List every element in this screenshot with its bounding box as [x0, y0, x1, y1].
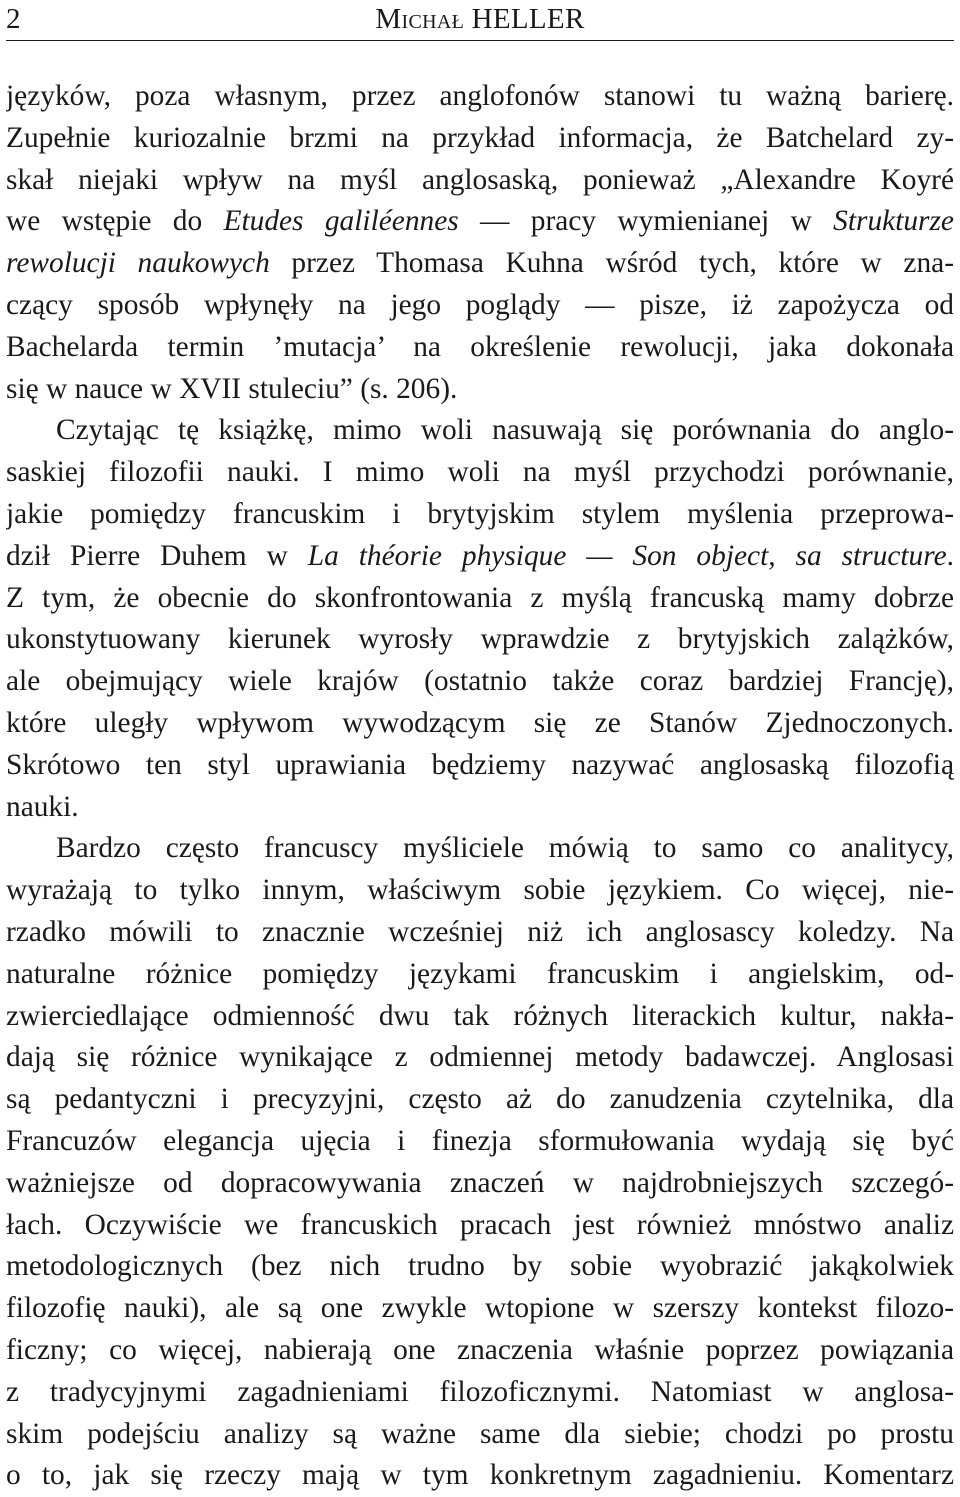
text-segment: nauki. [6, 790, 79, 823]
text-line [6, 118, 954, 160]
text-segment: we wstępie do [6, 205, 224, 238]
text-line [6, 76, 954, 118]
text-line [6, 661, 954, 703]
text-segment: jakie pomiędzy francuskim i brytyjskim stylem myślenia przeprowa- [6, 497, 954, 530]
text-segment: ficzny; co więcej, nabierają one znaczenia właśnie poprzez powiązania [6, 1333, 954, 1366]
text-line [6, 787, 954, 829]
text-line [6, 1372, 954, 1414]
text-line [6, 1079, 954, 1121]
text-line [6, 285, 954, 327]
text-line [6, 452, 954, 494]
text-segment: przez Thomasa Kuhna wśród tych, które w zna- [269, 247, 954, 280]
text-segment: języków, poza własnym, przez anglofonów stanowi tu ważną barierę. [6, 80, 954, 112]
text-line [6, 243, 954, 285]
text-segment: łach. Oczywiście we francuskich pracach jest również mnóstwo analiz [6, 1208, 954, 1241]
text-line [6, 369, 954, 411]
text-line [6, 828, 954, 870]
text-segment: dają się różnice wynikające z odmiennej metody badawczej. Anglosasi [6, 1041, 954, 1074]
text-line [6, 1121, 954, 1163]
page-number: 2 [6, 3, 21, 35]
text-segment: wyrażają to tylko innym, właściwym sobie językiem. Co więcej, nie- [6, 874, 954, 907]
text-segment: ale obejmujący wiele krajów (ostatnio także coraz bardziej Francję), [6, 665, 954, 698]
text-line [6, 1246, 954, 1288]
body-text [6, 76, 954, 1497]
text-segment: Zupełnie kuriozalnie brzmi na przykład informacja, że Batchelard zy- [6, 121, 954, 154]
paragraph [6, 828, 954, 1497]
text-segment: które uległy wpływom wywodzącym się ze Stanów Zjednoczonych. [6, 706, 954, 739]
text-line [6, 1455, 954, 1497]
text-line [6, 745, 954, 787]
paragraph [6, 76, 954, 410]
text-segment: są pedantyczni i precyzyjni, często aż do zanudzenia czytelnika, dla [6, 1083, 954, 1116]
text-segment: czący sposób wpłynęły na jego poglądy — pisze, iż zapożycza od [6, 288, 954, 321]
text-line [6, 327, 954, 369]
text-line [6, 912, 954, 954]
text-line [6, 870, 954, 912]
text-line [6, 1330, 954, 1372]
text-line [6, 1205, 954, 1247]
running-head: Michał HELLER [375, 3, 585, 35]
italic-title-text: Strukturze [833, 205, 954, 238]
text-segment: zwierciedlające odmienność dwu tak różnych literackich kultur, nakła- [6, 999, 954, 1032]
text-segment: o to, jak się rzeczy mają w tym konkretnym zagadnieniu. Komentarz [6, 1459, 954, 1492]
text-segment: Z tym, że obecnie do skonfrontowania z myślą francuską mamy dobrze [6, 581, 954, 614]
text-segment: Francuzów elegancja ujęcia i finezja sformułowania wydają się być [6, 1124, 954, 1157]
text-line [6, 201, 954, 243]
text-line [6, 160, 954, 202]
text-line [6, 1414, 954, 1456]
text-line [6, 536, 954, 578]
paragraph [6, 410, 954, 828]
page-header [6, 0, 954, 41]
text-line [6, 1288, 954, 1330]
text-line [6, 1037, 954, 1079]
italic-title-text: rewolucji naukowych [6, 247, 270, 280]
text-line [6, 996, 954, 1038]
text-line [6, 954, 954, 996]
text-segment: skał niejaki wpływ na myśl anglosaską, ponieważ „Alexandre Koyré [6, 163, 954, 196]
text-line [6, 703, 954, 745]
text-segment: naturalne różnice pomiędzy językami francuskim i angielskim, od- [6, 957, 954, 990]
text-line [6, 619, 954, 661]
text-segment: rzadko mówili to znacznie wcześniej niż ich anglosascy koledzy. Na [6, 915, 954, 948]
italic-title-text: La théorie physique — Son object, sa structure [307, 539, 947, 572]
text-segment: . [946, 539, 954, 572]
italic-title-text: Etudes galiléennes [223, 205, 459, 238]
text-segment: z tradycyjnymi zagadnieniami filozoficznymi. Natomiast w anglosa- [6, 1375, 954, 1408]
text-segment: dził Pierre Duhem w [6, 539, 308, 572]
text-segment: filozofię nauki), ale są one zwykle wtopione w szerszy kontekst filozo- [6, 1292, 954, 1325]
text-line [6, 1163, 954, 1205]
text-line [6, 494, 954, 536]
text-segment: saskiej filozofii nauki. I mimo woli na myśl przychodzi porównanie, [6, 456, 954, 489]
document-page [6, 0, 954, 1497]
text-segment: Bachelarda termin ’mutacja’ na określenie rewolucji, jaka dokonała [6, 330, 954, 363]
text-segment: — pracy wymienianej w [458, 205, 834, 238]
text-segment: Czytając tę książkę, mimo woli nasuwają się porównania do anglo- [56, 414, 954, 447]
text-segment: Skrótowo ten styl uprawiania będziemy nazywać anglosaską filozofią [6, 748, 954, 781]
text-segment: Bardzo często francuscy myśliciele mówią to samo co analitycy, [56, 832, 954, 865]
text-segment: ukonstytuowany kierunek wyrosły wprawdzie z brytyjskich zalążków, [6, 623, 954, 656]
text-line [6, 410, 954, 452]
text-segment: się w nauce w XVII stuleciu” (s. 206). [6, 372, 458, 405]
text-line [6, 578, 954, 620]
text-segment: skim podejściu analizy są ważne same dla siebie; chodzi po prostu [6, 1417, 954, 1450]
text-segment: ważniejsze od dopracowywania znaczeń w najdrobniejszych szczegó- [6, 1166, 954, 1199]
text-segment: metodologicznych (bez nich trudno by sobie wyobrazić jakąkolwiek [6, 1250, 954, 1283]
